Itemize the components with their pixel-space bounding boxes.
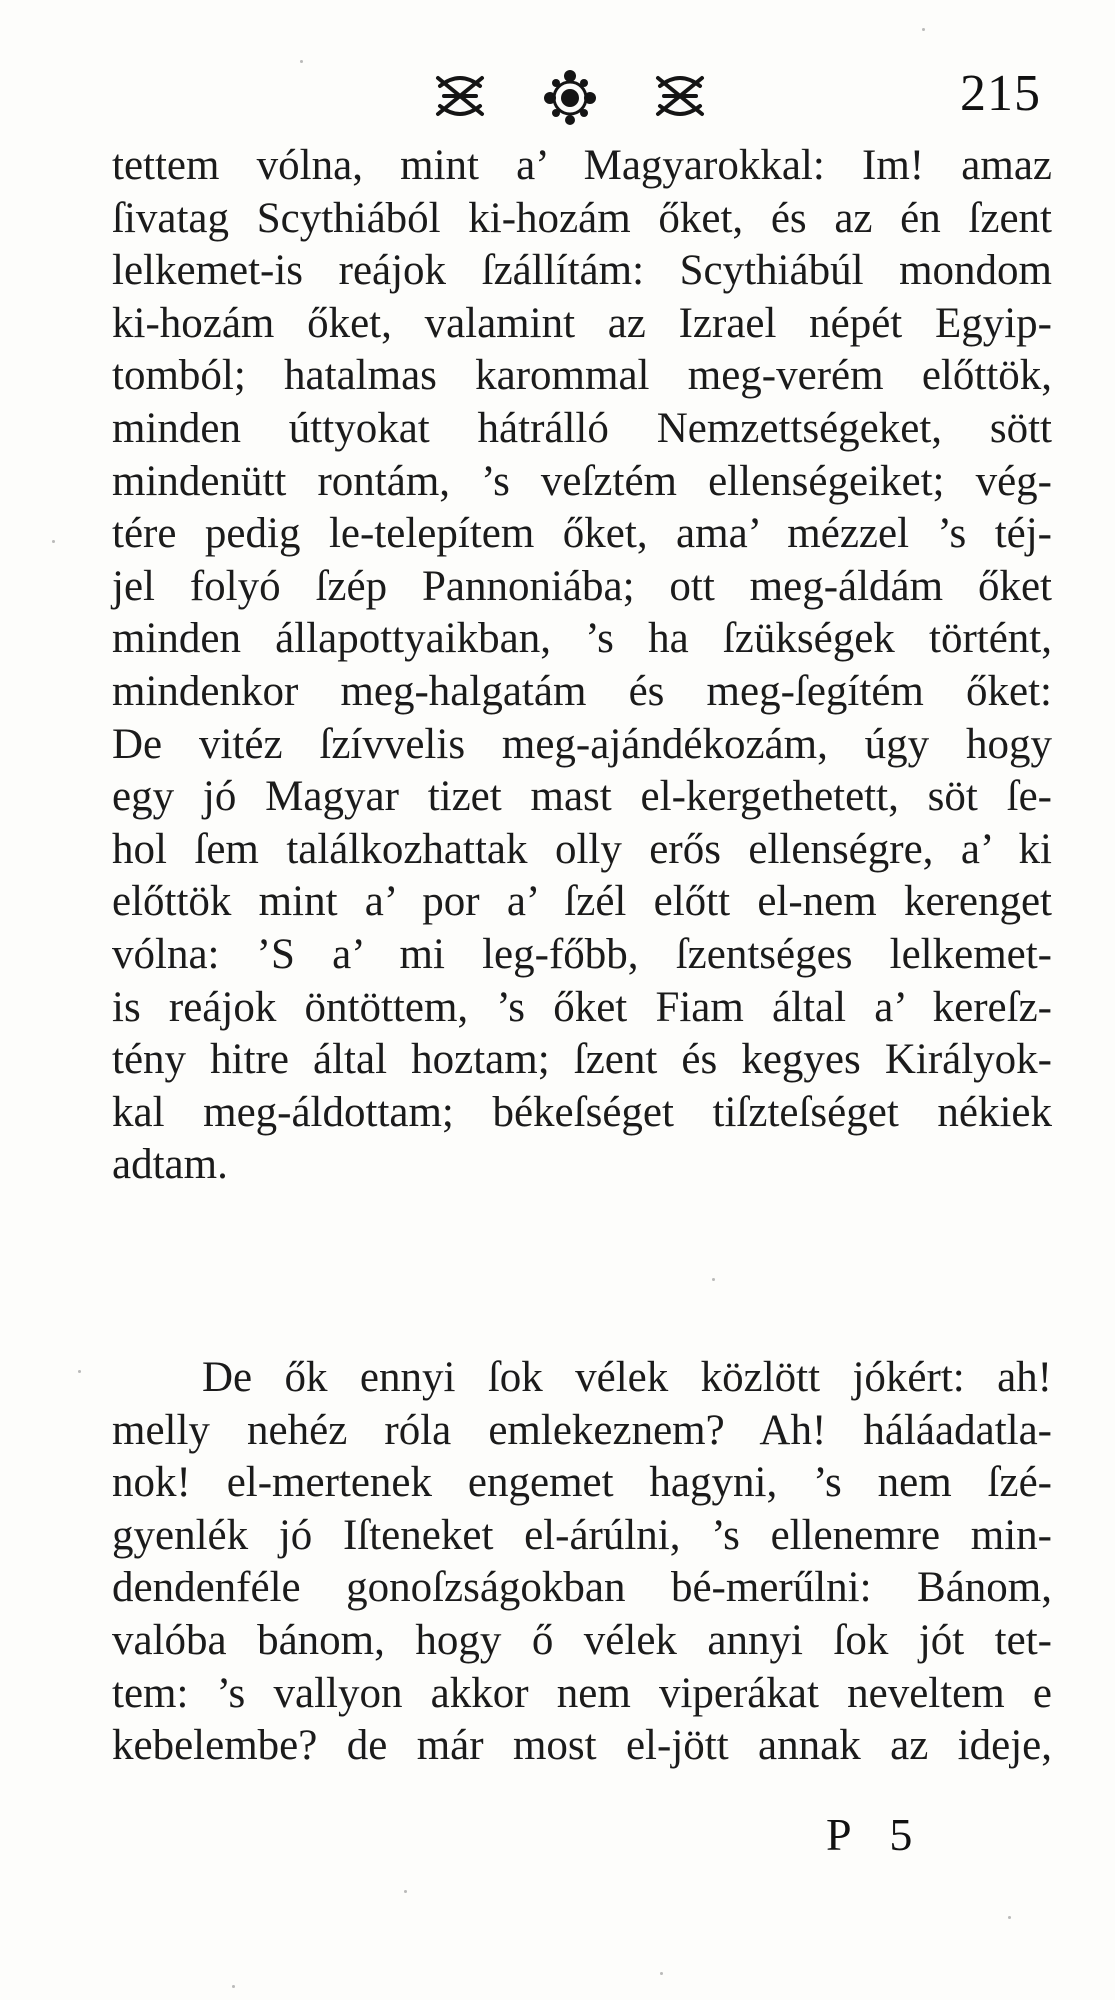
- printer-ornament-icon: [430, 66, 710, 126]
- text-line: ki-hozám őket, valamint az Izrael népét Egyip-: [112, 299, 1052, 347]
- text-line: dendenféle gonoſzságokban bé-merűlni: Bánom,: [112, 1564, 1052, 1612]
- text-line: kebelembe? de már most el-jött annak az ideje,: [112, 1722, 1052, 1770]
- paragraph-1: [112, 140, 1052, 1192]
- text-line: jel folyó ſzép Pannoniába; ott meg-áldám őket: [112, 562, 1052, 610]
- signature-mark: P 5: [826, 1809, 927, 1860]
- text-line: egy jó Magyar tizet mast el-kergethetett, söt ſe-: [112, 773, 1052, 821]
- text-line: lelkemet-is reájok ſzállítám: Scythiábúl mondom: [112, 247, 1052, 295]
- text-line: kal meg-áldottam; békeſséget tiſzteſséget nékiek: [112, 1088, 1052, 1136]
- paper-speck: [660, 1972, 663, 1975]
- text-line: adtam.: [112, 1141, 228, 1189]
- text-line: tére pedig le-telepítem őket, ama’ mézzel ’s téj-: [112, 510, 1052, 558]
- text-line: mindenütt rontám, ’s veſztém ellenségeiket; vég-: [112, 457, 1052, 505]
- paper-speck: [922, 28, 925, 31]
- paper-speck: [712, 1278, 715, 1281]
- paper-speck: [300, 60, 303, 63]
- text-line: melly nehéz róla emlekeznem? Ah! háláadatla-: [112, 1406, 1052, 1454]
- text-line: tem: ’s vallyon akkor nem viperákat neveltem e: [112, 1669, 1052, 1717]
- text-line: minden úttyokat hátrálló Nemzettségeket, sött: [112, 404, 1052, 452]
- text-line: tettem vólna, mint a’ Magyarokkal: Im! amaz: [112, 142, 1052, 189]
- text-line: tény hitre által hoztam; ſzent és kegyes Királyok-: [112, 1036, 1052, 1084]
- paper-speck: [1008, 1916, 1011, 1919]
- text-line: minden állapottyaikban, ’s ha ſzükségek történt,: [112, 615, 1052, 663]
- text-line: hol ſem találkozhattak olly erős ellenségre, a’ ki: [112, 825, 1052, 873]
- text-line: tomból; hatalmas karommal meg-verém előttök,: [112, 352, 1052, 400]
- page-number: 215: [960, 65, 1041, 122]
- text-line: mindenkor meg-halgatám és meg-ſegítém őket:: [112, 667, 1052, 715]
- text-line: is reájok öntöttem, ’s őket Fiam által a’ kereſz-: [112, 983, 1052, 1031]
- paper-speck: [52, 540, 55, 543]
- paper-speck: [232, 1985, 235, 1988]
- text-line: De vitéz ſzívvelis meg-ajándékozám, úgy hogy: [112, 720, 1052, 768]
- paper-speck: [404, 1890, 407, 1893]
- page-header: [0, 58, 1115, 128]
- text-line: gyenlék jó Iſteneket el-árúlni, ’s ellenemre min-: [112, 1511, 1052, 1559]
- text-line: nok! el-mertenek engemet hagyni, ’s nem ſzé-: [112, 1459, 1052, 1507]
- text-line: valóba bánom, hogy ő vélek annyi ſok jót tet-: [112, 1616, 1052, 1664]
- text-line: előttök mint a’ por a’ ſzél előtt el-nem kerenget: [112, 878, 1052, 926]
- text-line: ſivatag Scythiából ki-hozám őket, és az én ſzent: [112, 194, 1052, 242]
- text-line: vólna: ’S a’ mi leg-főbb, ſzentséges lelkemet-: [112, 930, 1052, 978]
- paper-speck: [78, 1370, 81, 1373]
- text-line: De ők ennyi ſok vélek közlött jókért: ah!: [202, 1354, 1052, 1401]
- paragraph-2: [112, 1352, 1052, 1773]
